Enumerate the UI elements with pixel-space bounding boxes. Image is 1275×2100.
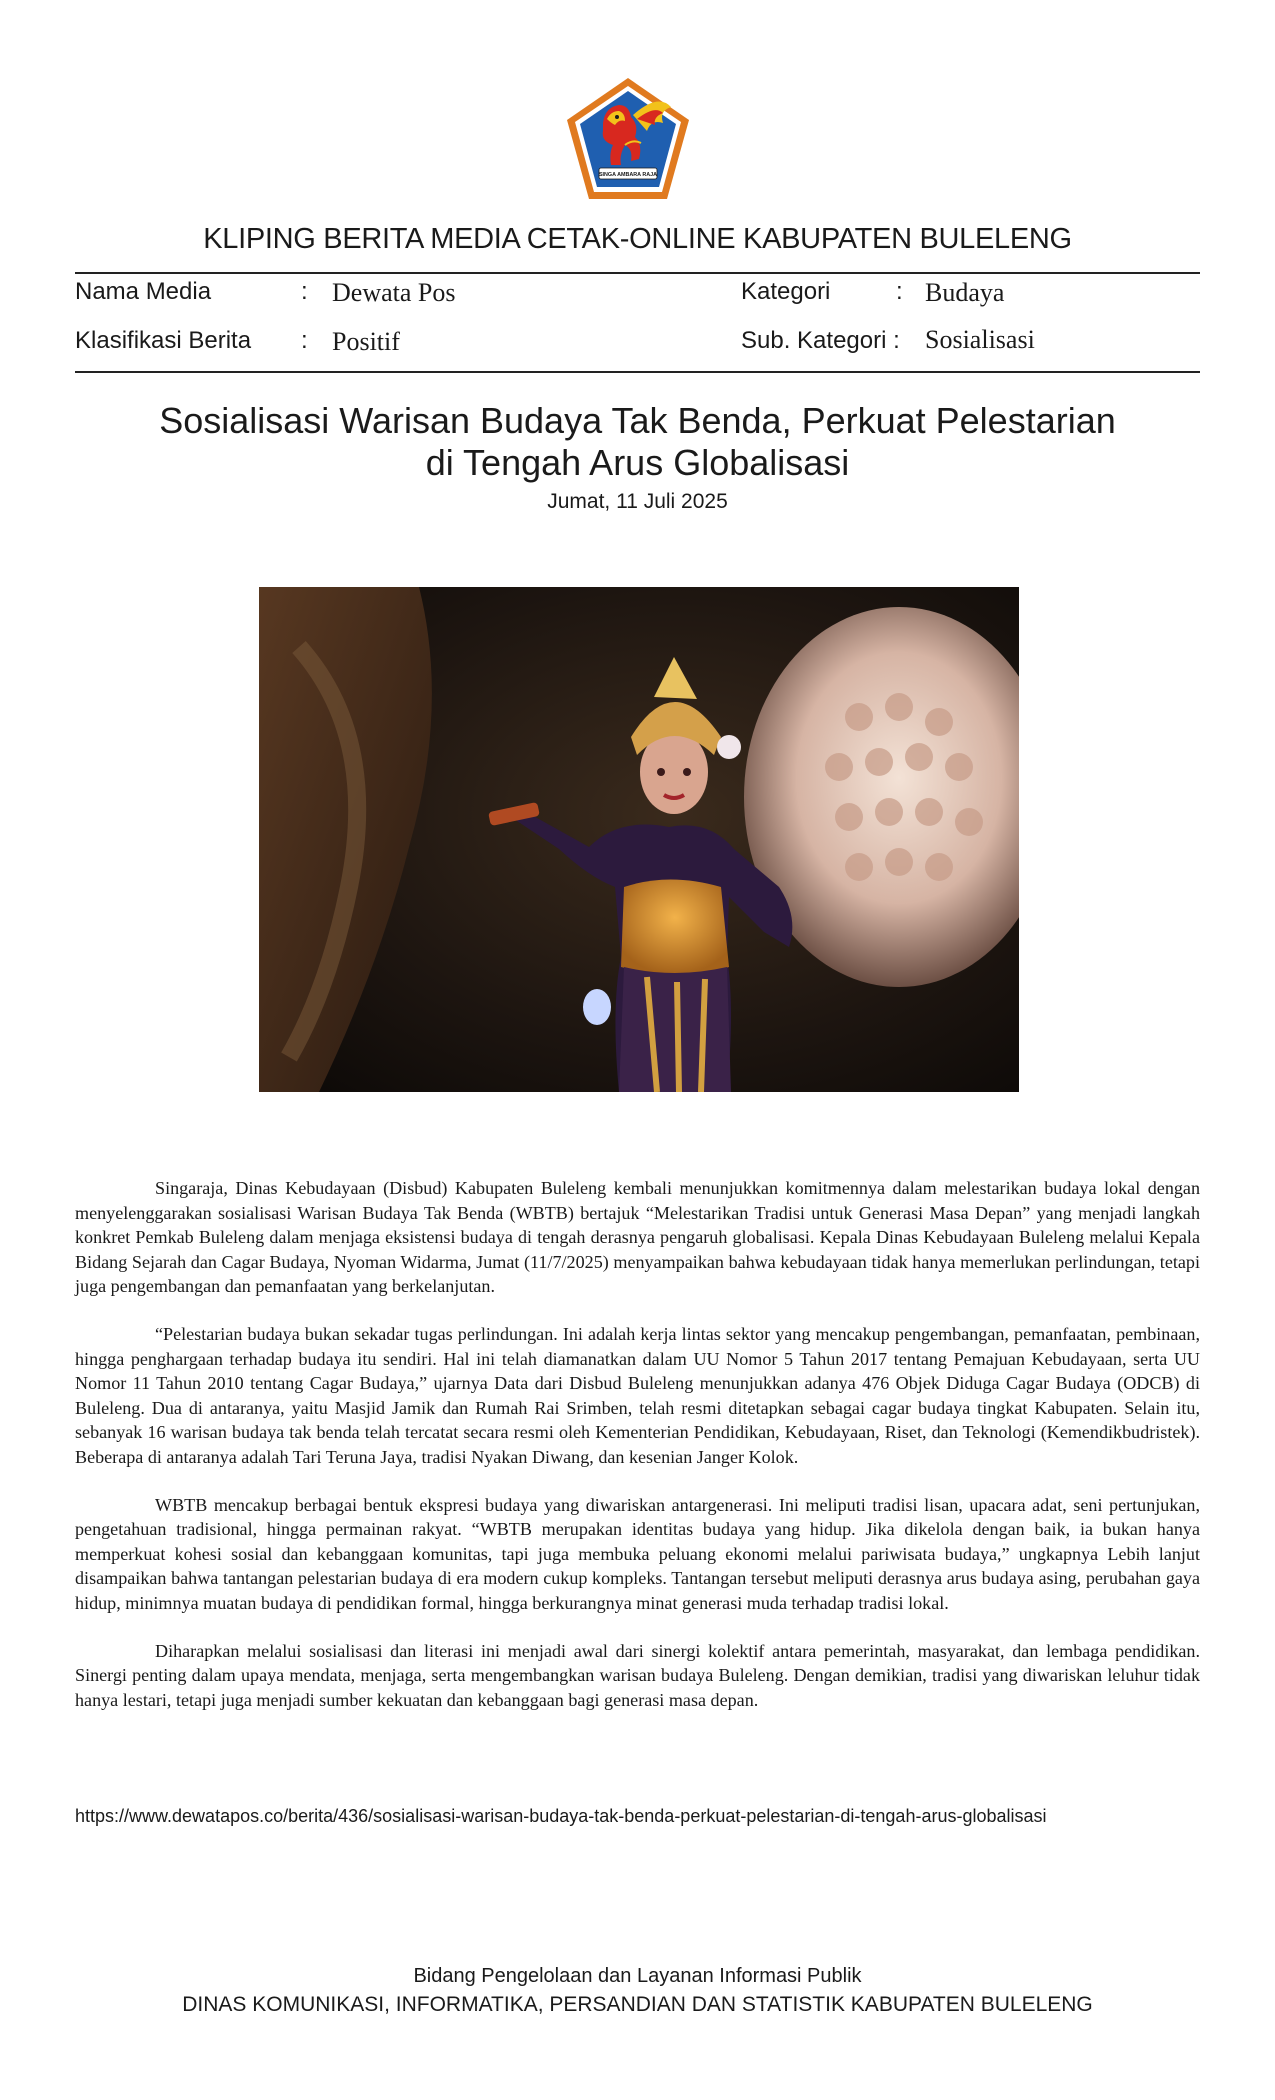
meta-klasifikasi-value: Positif (332, 327, 400, 356)
meta-kategori-value: Budaya (925, 278, 1005, 307)
meta-kategori-colon: : (896, 278, 903, 305)
article-title (75, 400, 1200, 484)
meta-media-colon: : (301, 278, 308, 305)
article-paragraph: Singaraja, Dinas Kebudayaan (Disbud) Kabupaten Buleleng kembali menunjukkan komitmennya dalam melestarikan budaya lokal dengan menyelenggarakan sosialisasi Warisan Budaya Tak Benda (WBTB) bertajuk “Melestarikan Tradisi untuk Generasi Masa Depan” yang menjadi langkah konkret Pemkab Buleleng dalam menjaga eksistensi budaya di tengah derasnya pengaruh globalisasi. Kepala Dinas Kebudayaan Buleleng melalui Kepala Bidang Sejarah dan Cagar Budaya, Nyoman Widarma, Jumat (11/7/2025) menyampaikan bahwa kebudayaan tidak hanya memerlukan perlindungan, tetapi juga pengembangan dan pemanfaatan yang berkelanjutan. (75, 1178, 1200, 1297)
article-paragraph: “Pelestarian budaya bukan sekadar tugas perlindungan. Ini adalah kerja lintas sektor yang mencakup pengembangan, pemanfaatan, pembinaan, hingga penghargaan terhadap budaya itu sendiri. Hal ini telah diamanatkan dalam UU Nomor 5 Tahun 2017 tentang Pemajuan Kebudayaan, serta UU Nomor 11 Tahun 2010 tentang Cagar Budaya,” ujarnya Data dari Disbud Buleleng menunjukkan adanya 476 Objek Diduga Cagar Budaya (ODCB) di Buleleng. Dua di antaranya, yaitu Masjid Jamik dan Rumah Rai Srimben, telah resmi ditetapkan sebagai cagar budaya tingkat Kabupaten. Selain itu, sebanyak 16 warisan budaya tak benda telah tercatat secara resmi oleh Kementerian Pendidikan, Kebudayaan, Riset, dan Teknologi (Kemendikbudristek). Beberapa di antaranya adalah Tari Teruna Jaya, tradisi Nyakan Diwang, dan kesenian Janger Kolok. (75, 1323, 1200, 1467)
meta-klasifikasi-label: Klasifikasi Berita (75, 327, 252, 354)
meta-kategori-label: Kategori (741, 278, 831, 305)
footer-department: Bidang Pengelolaan dan Layanan Informasi Publik (413, 1965, 862, 1987)
meta-media-label: Nama Media (75, 278, 212, 305)
article-title-line1: Sosialisasi Warisan Budaya Tak Benda, Perkuat Pelestarian (159, 400, 1116, 441)
meta-klasifikasi-colon: : (301, 327, 308, 354)
article-title-line2: di Tengah Arus Globalisasi (425, 442, 850, 483)
article-paragraph: WBTB mencakup berbagai bentuk ekspresi budaya yang diwariskan antargenerasi. Ini meliputi tradisi lisan, upacara adat, seni pertunjukan, pengetahuan tradisional, hingga permainan rakyat. “WBTB merupakan identitas budaya yang hidup. Jika dikelola dengan baik, ia bukan hanya memperkuat kohesi sosial dan kebanggaan komunitas, tapi juga membuka peluang ekonomi melalui pariwisata budaya,” ungkapnya Lebih lanjut disampaikan bahwa tantangan pelestarian budaya di era modern cukup kompleks. Tantangan tersebut meliputi derasnya arus budaya asing, perubahan gaya hidup, minimnya muatan budaya di pendidikan formal, hingga berkurangnya minat generasi muda terhadap tradisi lokal. (75, 1494, 1200, 1613)
article-body (75, 1176, 1200, 1735)
meta-subkategori-value: Sosialisasi (925, 325, 1035, 354)
logo-motto: SINGA AMBARA RAJA (598, 172, 658, 178)
dancer-photo-icon (259, 587, 1019, 1092)
article-paragraph: Diharapkan melalui sosialisasi dan literasi ini menjadi awal dari sinergi kolektif antara pemerintah, masyarakat, dan lembaga pendidikan. Sinergi penting dalam upaya mendata, menjaga, serta mengembangkan warisan budaya Buleleng. Dengan demikian, tradisi yang diwariskan leluhur tidak hanya lestari, tetapi juga menjadi sumber kekuatan dan kebanggaan bagi generasi masa depan. (75, 1640, 1200, 1710)
source-url-link[interactable]: https://www.dewatapos.co/berita/436/sosialisasi-warisan-budaya-tak-benda-perkuat-pelestarian-di-tengah-arus-globalisasi (75, 1806, 1047, 1826)
meta-media-value: Dewata Pos (332, 278, 456, 307)
article-photo (259, 587, 1019, 1092)
article-date: Jumat, 11 Juli 2025 (547, 490, 728, 513)
header-title: KLIPING BERITA MEDIA CETAK-ONLINE KABUPATEN BULELENG (203, 223, 1072, 255)
meta-subkategori-label: Sub. Kategori : (741, 327, 900, 354)
buleleng-emblem-logo (563, 75, 693, 203)
header-divider-bottom (75, 371, 1200, 373)
meta-media-row (75, 277, 211, 307)
header-divider-top (75, 272, 1200, 274)
footer-office: DINAS KOMUNIKASI, INFORMATIKA, PERSANDIAN DAN STATISTIK KABUPATEN BULELENG (182, 1993, 1093, 2016)
